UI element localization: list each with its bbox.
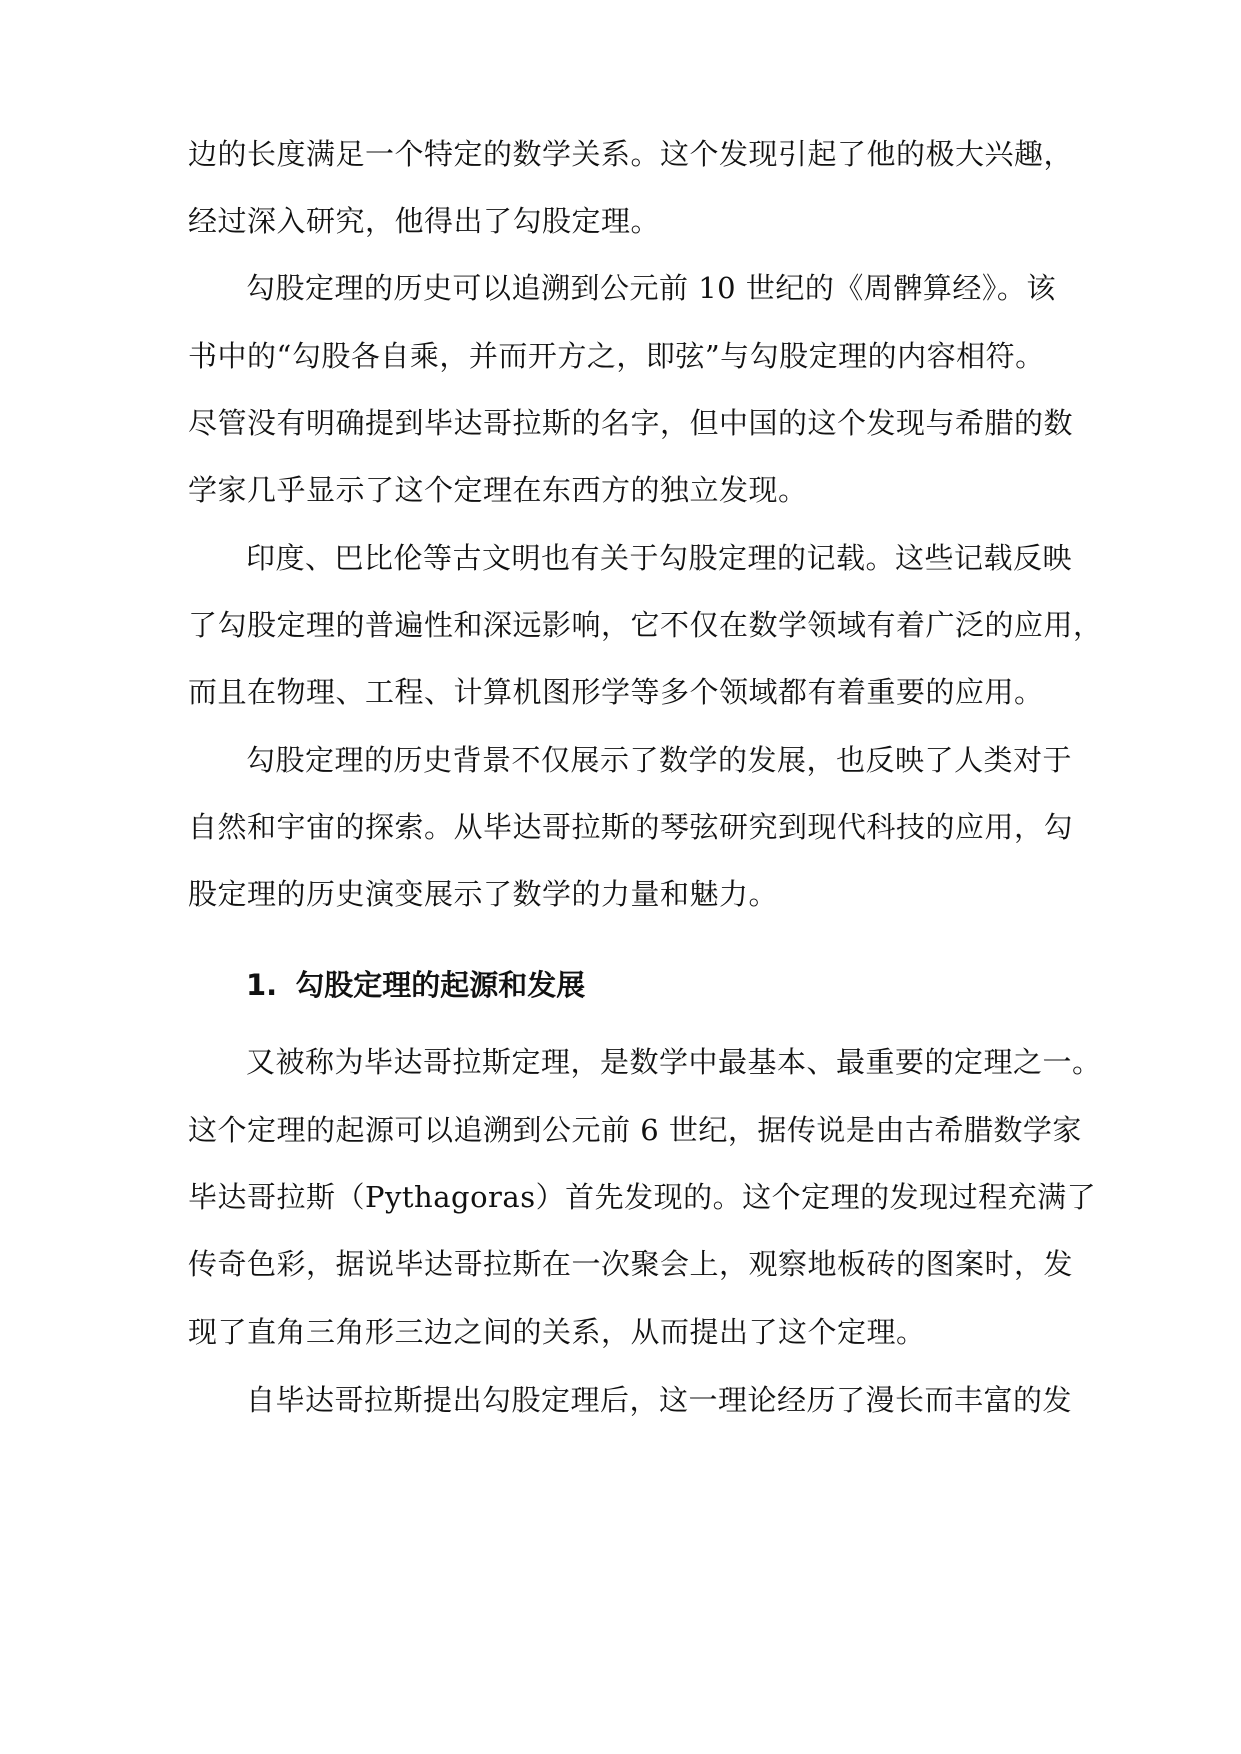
- text-line: 经过深入研究，他得出了勾股定理。: [188, 204, 661, 238]
- text-line: 毕达哥拉斯（Pythagoras）首先发现的。这个定理的发现过程充满了: [188, 1180, 1097, 1214]
- text-line: 股定理的历史演变展示了数学的力量和魅力。: [188, 877, 779, 911]
- text-line: 勾股定理的历史可以追溯到公元前 10 世纪的《周髀算经》。该: [246, 271, 1056, 305]
- text-line: 了勾股定理的普遍性和深远影响，它不仅在数学领域有着广泛的应用，: [188, 608, 1103, 642]
- text-line: 现了直角三角形三边之间的关系，从而提出了这个定理。: [188, 1315, 926, 1349]
- text-line: 学家几乎显示了这个定理在东西方的独立发现。: [188, 473, 808, 507]
- text-line: 自毕达哥拉斯提出勾股定理后，这一理论经历了漫长而丰富的发: [246, 1383, 1073, 1417]
- section-heading: [246, 965, 946, 1005]
- text-line: 这个定理的起源可以追溯到公元前 6 世纪，据传说是由古希腊数学家: [188, 1113, 1082, 1147]
- text-line: 边的长度满足一个特定的数学关系。这个发现引起了他的极大兴趣，: [188, 137, 1074, 171]
- section-number: 1.: [246, 968, 278, 1002]
- text-line: 勾股定理的历史背景不仅展示了数学的发展，也反映了人类对于: [246, 743, 1073, 777]
- text-line: 印度、巴比伦等古文明也有关于勾股定理的记载。这些记载反映: [246, 541, 1073, 575]
- text-line: 传奇色彩，据说毕达哥拉斯在一次聚会上，观察地板砖的图案时，发: [188, 1247, 1074, 1281]
- text-line: 尽管没有明确提到毕达哥拉斯的名字，但中国的这个发现与希腊的数: [188, 406, 1074, 440]
- text-line: 而且在物理、工程、计算机图形学等多个领域都有着重要的应用。: [188, 675, 1044, 709]
- text-line: 自然和宇宙的探索。从毕达哥拉斯的琴弦研究到现代科技的应用，勾: [188, 810, 1074, 844]
- text-line: 书中的“勾股各自乘，并而开方之，即弦”与勾股定理的内容相符。: [188, 339, 1045, 373]
- text-line: 又被称为毕达哥拉斯定理，是数学中最基本、最重要的定理之一。: [246, 1045, 1102, 1079]
- section-title: 勾股定理的起源和发展: [295, 968, 586, 1002]
